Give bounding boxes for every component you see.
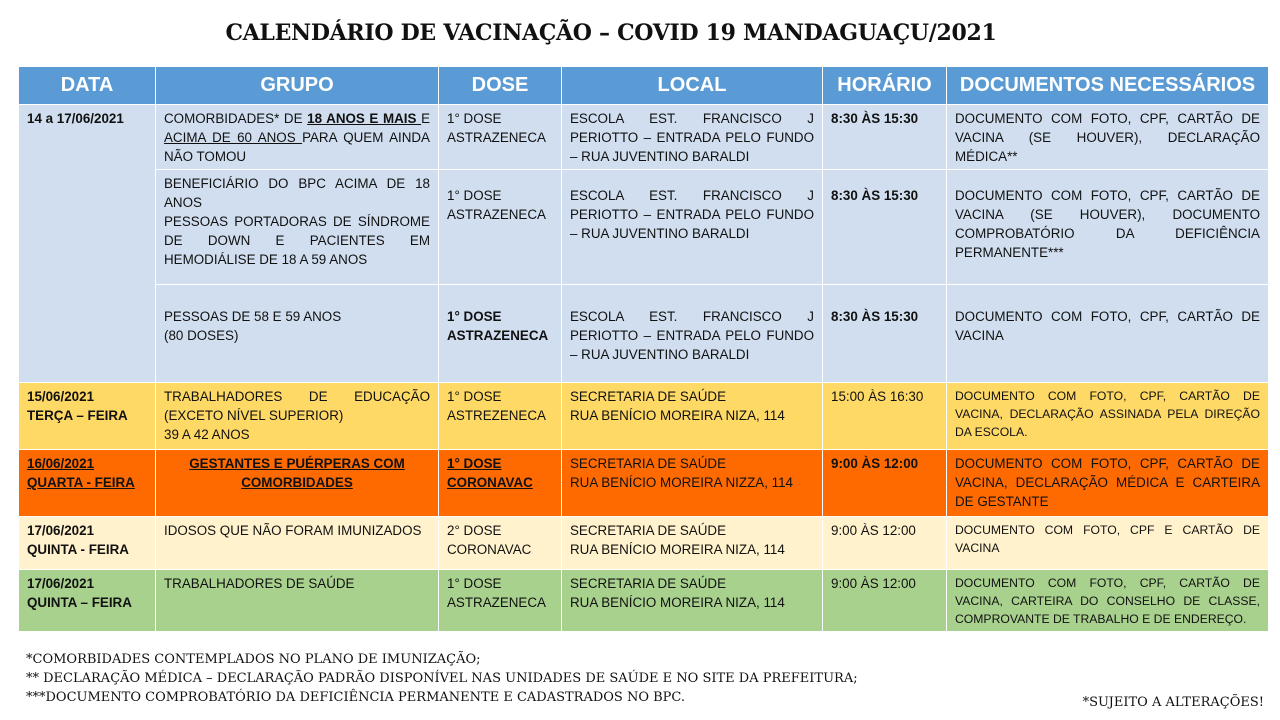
footnote: *COMORBIDADES CONTEMPLADOS NO PLANO DE IMUNIZAÇÃO; (26, 652, 481, 667)
table-header-row (19, 67, 1269, 105)
page-title: CALENDÁRIO DE VACINAÇÃO – COVID 19 MANDAGUAÇU/2021 (225, 20, 997, 46)
weekday-line: QUINTA – FEIRA (27, 595, 132, 610)
date-line: 15/06/2021 (27, 389, 95, 404)
table-row (19, 105, 1269, 170)
group-cell: TRABALHADORES DE SAÚDE (156, 570, 439, 632)
location-line: SECRETARIA DE SAÚDE (570, 389, 727, 404)
documents-cell: DOCUMENTO COM FOTO, CPF, CARTÃO DE VACINA, CARTEIRA DO CONSELHO DE CLASSE, COMPROVANTE DE TRABALHO E DE ENDEREÇO. (947, 570, 1269, 632)
group-text: COMORBIDADES* DE (164, 111, 308, 126)
dose-cell: 1° DOSE ASTRAZENECA (439, 105, 562, 170)
weekday-line: QUINTA - FEIRA (27, 542, 129, 557)
table-row (19, 170, 1269, 285)
location-cell (562, 450, 823, 517)
table-row (19, 383, 1269, 450)
group-line: (80 DOSES) (164, 328, 239, 343)
group-line: BENEFICIÁRIO DO BPC ACIMA DE 18 ANOS (164, 176, 430, 210)
column-header-data: DATA (19, 67, 156, 105)
location-line: RUA BENÍCIO MOREIRA NIZA, 114 (570, 408, 785, 423)
date-cell (19, 383, 156, 450)
date-cell: 14 a 17/06/2021 (19, 105, 156, 383)
dose-cell: 1° DOSE ASTRAZENECA (439, 570, 562, 632)
location-cell (562, 383, 823, 450)
location-cell (562, 570, 823, 632)
footnote: ***DOCUMENTO COMPROBATÓRIO DA DEFICIÊNCIA PERMANENTE E CADASTRADOS NO BPC. (26, 690, 686, 705)
location-line: SECRETARIA DE SAÚDE (570, 523, 727, 538)
table-row (19, 285, 1269, 383)
dose-cell: 1° DOSE ASTRAZENECA (439, 170, 562, 285)
vaccination-schedule-table (18, 66, 1269, 632)
documents-cell: DOCUMENTO COM FOTO, CPF, CARTÃO DE VACINA (SE HOUVER), DECLARAÇÃO MÉDICA** (947, 105, 1269, 170)
group-text-underlined: 18 ANOS E MAIS (307, 111, 422, 126)
date-line: 16/06/2021 (27, 456, 95, 471)
group-cell: GESTANTES E PUÉRPERAS COM COMORBIDADES (156, 450, 439, 517)
footnote: ** DECLARAÇÃO MÉDICA – DECLARAÇÃO PADRÃO DISPONÍVEL NAS UNIDADES DE SAÚDE E NO SITE DA PREFEITURA; (26, 671, 858, 686)
column-header-documentos: DOCUMENTOS NECESSÁRIOS (947, 67, 1269, 105)
group-line: PESSOAS DE 58 E 59 ANOS (164, 309, 342, 324)
dose-cell: 1° DOSE CORONAVAC (439, 450, 562, 517)
location-line: SECRETARIA DE SAÚDE (570, 456, 727, 471)
time-cell: 9:00 ÀS 12:00 (823, 450, 947, 517)
group-line: TRABALHADORES DE EDUCAÇÃO (164, 389, 430, 404)
footnotes (26, 650, 858, 707)
dose-cell: 1° DOSE ASTRAZENECA (439, 285, 562, 383)
group-line: 39 A 42 ANOS (164, 427, 250, 442)
documents-cell: DOCUMENTO COM FOTO, CPF, CARTÃO DE VACINA, DECLARAÇÃO MÉDICA E CARTEIRA DE GESTANTE (947, 450, 1269, 517)
location-line: SECRETARIA DE SAÚDE (570, 576, 727, 591)
location-cell: ESCOLA EST. FRANCISCO J PERIOTTO – ENTRADA PELO FUNDO – RUA JUVENTINO BARALDI (562, 170, 823, 285)
documents-cell: DOCUMENTO COM FOTO, CPF, CARTÃO DE VACINA, DECLARAÇÃO ASSINADA PELA DIREÇÃO DA ESCOLA. (947, 383, 1269, 450)
group-text-underlined: ACIMA DE 60 ANOS (164, 130, 303, 145)
location-line: RUA BENÍCIO MOREIRA NIZA, 114 (570, 542, 785, 557)
documents-cell: DOCUMENTO COM FOTO, CPF, CARTÃO DE VACINA (947, 285, 1269, 383)
group-cell (156, 170, 439, 285)
column-header-local: LOCAL (562, 67, 823, 105)
time-cell: 15:00 ÀS 16:30 (823, 383, 947, 450)
location-cell: ESCOLA EST. FRANCISCO J PERIOTTO – ENTRADA PELO FUNDO – RUA JUVENTINO BARALDI (562, 285, 823, 383)
weekday-line: QUARTA - FEIRA (27, 475, 135, 490)
date-cell (19, 517, 156, 570)
location-line: RUA BENÍCIO MOREIRA NIZZA, 114 (570, 475, 793, 490)
column-header-horario: HORÁRIO (823, 67, 947, 105)
column-header-grupo: GRUPO (156, 67, 439, 105)
documents-cell: DOCUMENTO COM FOTO, CPF E CARTÃO DE VACINA (947, 517, 1269, 570)
weekday-line: TERÇA – FEIRA (27, 408, 128, 423)
location-cell (562, 517, 823, 570)
time-cell: 8:30 ÀS 15:30 (823, 105, 947, 170)
dose-cell: 2° DOSE CORONAVAC (439, 517, 562, 570)
date-cell (19, 570, 156, 632)
time-cell: 9:00 ÀS 12:00 (823, 517, 947, 570)
group-line: (EXCETO NÍVEL SUPERIOR) (164, 408, 344, 423)
time-cell: 8:30 ÀS 15:30 (823, 285, 947, 383)
group-cell (156, 105, 439, 170)
date-cell (19, 450, 156, 517)
disclaimer: *SUJEITO A ALTERAÇÕES! (1082, 695, 1264, 710)
time-cell: 9:00 ÀS 12:00 (823, 570, 947, 632)
location-line: RUA BENÍCIO MOREIRA NIZA, 114 (570, 595, 785, 610)
date-line: 17/06/2021 (27, 523, 95, 538)
group-text: PARA QUEM AINDA NÃO TOMOU (164, 130, 430, 164)
column-header-dose: DOSE (439, 67, 562, 105)
documents-cell: DOCUMENTO COM FOTO, CPF, CARTÃO DE VACINA (SE HOUVER), DOCUMENTO COMPROBATÓRIO DA DEFICIÊNCIA PERMANENTE*** (947, 170, 1269, 285)
table-row (19, 570, 1269, 632)
group-text: E (421, 111, 430, 126)
dose-cell: 1° DOSE ASTREZENECA (439, 383, 562, 450)
group-cell (156, 383, 439, 450)
group-cell: IDOSOS QUE NÃO FORAM IMUNIZADOS (156, 517, 439, 570)
table-row (19, 450, 1269, 517)
group-line: PESSOAS PORTADORAS DE SÍNDROME DE DOWN E PACIENTES EM HEMODIÁLISE DE 18 A 59 ANOS (164, 214, 430, 267)
time-cell: 8:30 ÀS 15:30 (823, 170, 947, 285)
location-cell: ESCOLA EST. FRANCISCO J PERIOTTO – ENTRADA PELO FUNDO – RUA JUVENTINO BARALDI (562, 105, 823, 170)
table-row (19, 517, 1269, 570)
group-cell (156, 285, 439, 383)
date-line: 17/06/2021 (27, 576, 95, 591)
